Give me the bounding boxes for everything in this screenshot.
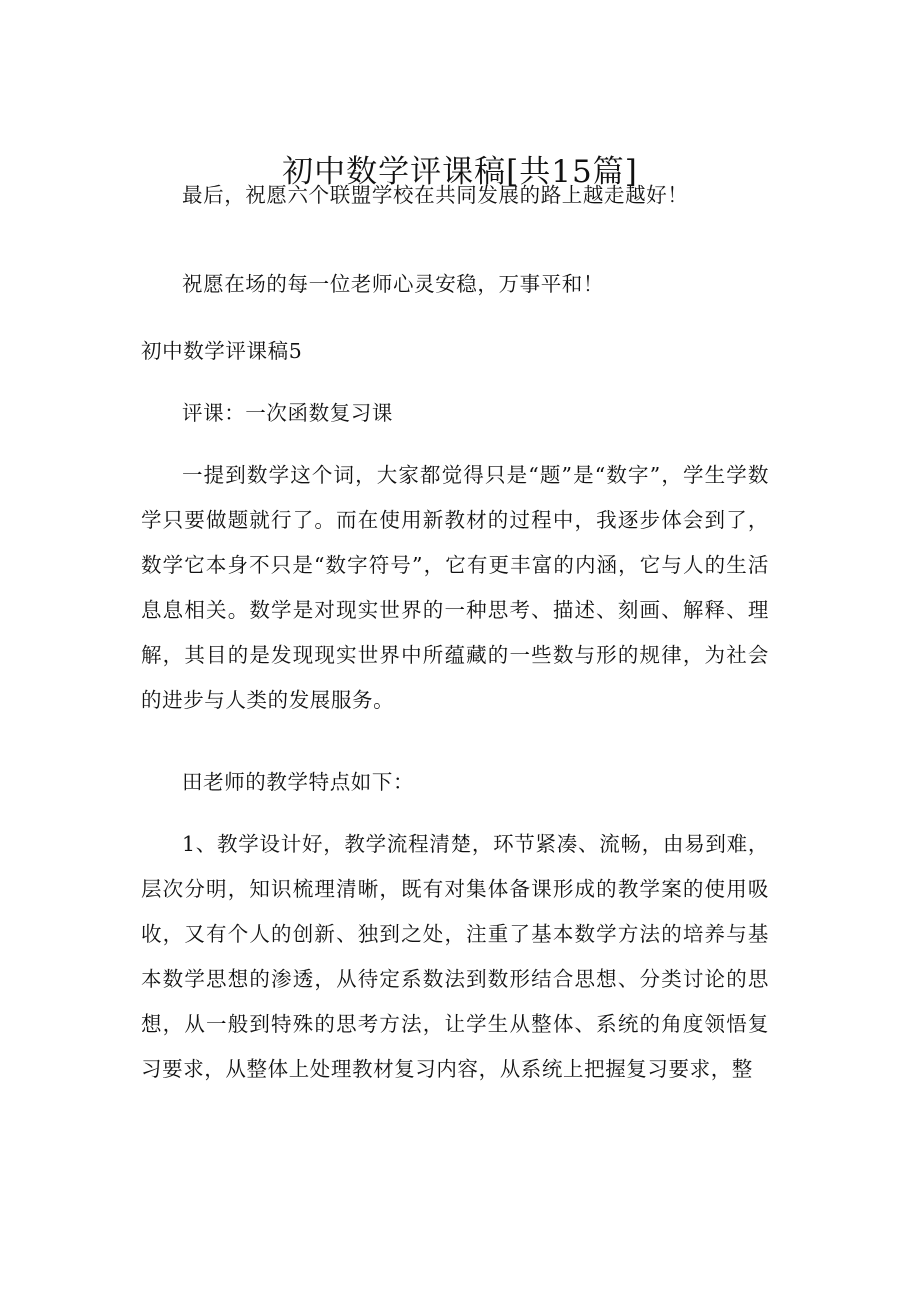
section-heading: 初中数学评课稿5 <box>141 339 303 363</box>
paragraph-lesson-topic: 评课：一次函数复习课 <box>182 401 393 425</box>
paragraph-blessing: 祝愿在场的每一位老师心灵安稳，万事平和！ <box>182 272 604 296</box>
paragraph-intro: 一提到数学这个词，大家都觉得只是“题”是“数字”，学生学数学只要做题就行了。而在使用新教材的过程中，我逐步体会到了，数学它本身不只是“数字符号”，它有更丰富的内涵，它与人的生活息息相关。数学是对现实世界的一种思考、描述、刻画、解释、理解，其目的是发现现实世界中所蕴藏的一些数与形的规律，为社会的进步与人类的发展服务。 <box>141 463 769 712</box>
paragraph-feature-1: 1、教学设计好，教学流程清楚，环节紧凑、流畅，由易到难，层次分明，知识梳理清晰，既有对集体备课形成的教学案的使用吸收，又有个人的创新、独到之处，注重了基本数学方法的培养与基本数学思想的渗透，从待定系数法到数形结合思想、分类讨论的思想，从一般到特殊的思考方法，让学生从整体、系统的角度领悟复习要求，从整体上处理教材复习内容，从系统上把握复习要求，整 <box>141 832 769 1081</box>
document-title: 初中数学评课稿[共15篇] <box>282 154 638 190</box>
paragraph-features-heading: 田老师的教学特点如下： <box>182 770 415 794</box>
paragraph-closing-wish: 最后，祝愿六个联盟学校在共同发展的路上越走越好！ <box>182 183 689 207</box>
